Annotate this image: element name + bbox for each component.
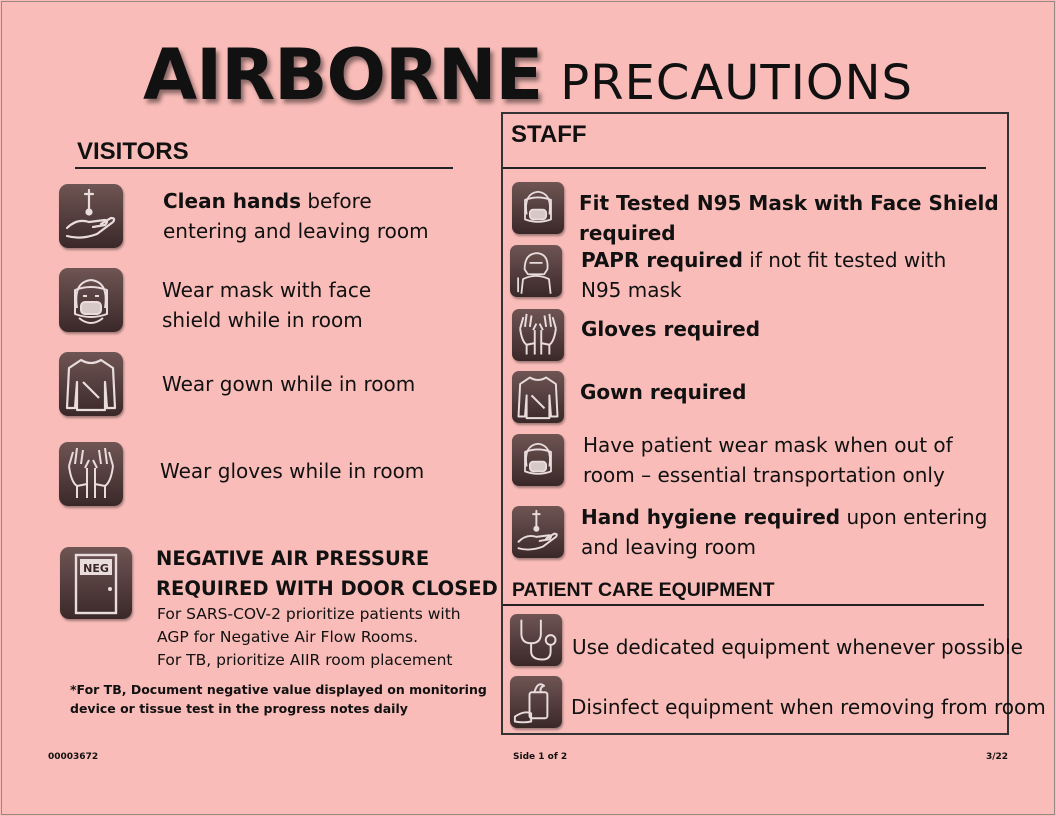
visitors-heading: VISITORS [77, 138, 189, 165]
face-mask-shield-icon [512, 182, 564, 234]
title-sub: PRECAUTIONS [560, 55, 914, 111]
staff-item-4-text: Gown required [580, 380, 747, 404]
gown-icon [59, 352, 123, 416]
footer-code: 00003672 [48, 752, 99, 762]
stethoscope-icon [510, 614, 562, 666]
equipment-item-2-text: Disinfect equipment when removing from room [571, 695, 1046, 719]
gloves-icon [59, 442, 123, 506]
staff-heading: STAFF [511, 121, 587, 148]
equipment-heading: PATIENT CARE EQUIPMENT [512, 579, 775, 601]
negative-pressure-door-icon [60, 547, 132, 619]
gown-icon [512, 371, 564, 423]
face-mask-shield-icon [59, 268, 123, 332]
negative-pressure-details: For SARS-COV-2 prioritize patients with AGP for Negative Air Flow Rooms. For TB, prioritize AIIR room placement [157, 605, 461, 669]
door-label: NEG [83, 562, 109, 575]
staff-item-1-text: Fit Tested N95 Mask with Face Shield required [579, 191, 999, 245]
footer-date: 3/22 [986, 752, 1009, 762]
footer-side: Side 1 of 2 [513, 752, 568, 762]
gloves-icon [512, 309, 564, 361]
visitor-item-4-text: Wear gloves while in room [160, 459, 425, 483]
visitors-rule [75, 167, 453, 169]
equipment-item-1-text: Use dedicated equipment whenever possible [572, 635, 1023, 659]
hand-wash-icon [59, 184, 123, 248]
equipment-rule [503, 604, 984, 606]
tb-note: *For TB, Document negative value displayed on monitoring device or tissue test in the progress notes daily [70, 682, 487, 716]
page-title [0, 34, 1056, 116]
patient-mask-icon [512, 434, 564, 486]
visitor-item-1-text: Clean hands before entering and leaving room [163, 189, 429, 243]
disinfect-wipes-icon [510, 676, 562, 728]
staff-rule [503, 167, 986, 169]
staff-item-3-text: Gloves required [581, 317, 761, 341]
hand-wash-icon [512, 506, 564, 558]
papr-icon [510, 245, 562, 297]
negative-pressure-heading: NEGATIVE AIR PRESSURE REQUIRED WITH DOOR CLOSED [156, 547, 498, 600]
staff-item-6-text: Hand hygiene required upon entering and leaving room [581, 505, 988, 559]
visitor-item-3-text: Wear gown while in room [162, 372, 416, 396]
staff-item-5-text: Have patient wear mask when out of room – essential transportation only [583, 433, 953, 487]
visitor-item-2-text: Wear mask with face shield while in room [162, 278, 372, 332]
title-main: AIRBORNE [142, 34, 543, 116]
staff-item-2-text: PAPR required if not fit tested with N95 mask [581, 248, 947, 302]
